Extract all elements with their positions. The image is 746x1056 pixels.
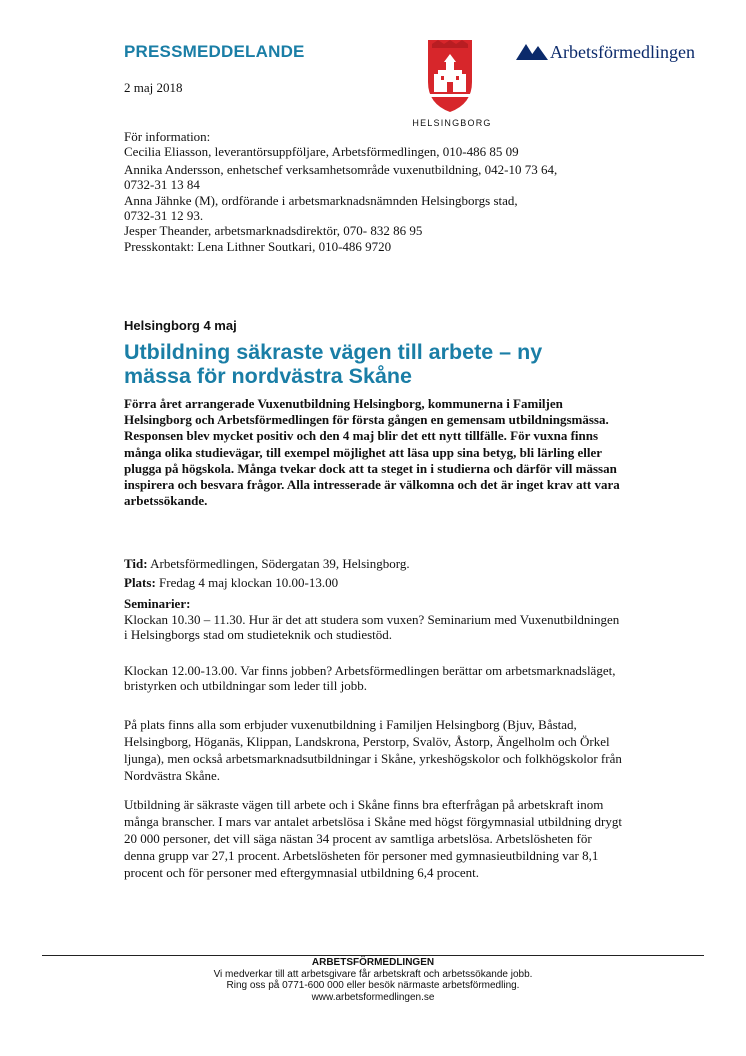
seminars-heading: Seminarier:: [124, 596, 191, 611]
contact-line: Jesper Theander, arbetsmarknadsdirektör, 070- 832 86 95: [124, 223, 423, 239]
footer-line: Vi medverkar till att arbetsgivare får arbetskraft och arbetssökande jobb.: [213, 968, 533, 980]
release-date: 2 maj 2018: [124, 80, 183, 95]
article-headline: [124, 340, 644, 388]
contact-line: Annika Andersson, enhetschef verksamhetsområde vuxenutbildning, 042-10 73 64,: [124, 161, 558, 177]
crest-label: HELSINGBORG: [412, 118, 492, 128]
footer-title: ARBETSFÖRMEDLINGEN: [311, 957, 435, 968]
arbetsformedlingen-logo-text: Arbetsförmedlingen: [550, 42, 695, 62]
event-place: [124, 573, 410, 592]
event-time: [124, 554, 410, 573]
body-paragraph: Utbildning är säkraste vägen till arbete och i Skåne finns bra efterfrågan på arbetskraft inom många branscher. I mars var antalet arbetslösa i Skåne med högst förgymnasial utbildning drygt 20 000 personer, det vill säga nästan 34 procent av samtliga arbetslösa. Arbetslösheten för denna grupp var 27,1 procent. Arbetslösheten för personer med gymnasieutbildning var 8,1 procent och för personer med eftergymnasial utbildning 6,4 procent.: [124, 797, 622, 880]
contact-heading: För information:: [124, 129, 211, 144]
place-value: Fredag 4 maj klockan 10.00-13.00: [155, 575, 339, 590]
helsingborg-crest-logo: [424, 38, 476, 114]
contact-line: 0732-31 13 84: [124, 177, 200, 193]
seminar-item: Klockan 12.00-13.00. Var finns jobben? Arbetsförmedlingen berättar om arbetsmarknadsläget, bristyrken och utbildningar som leder till jobb.: [124, 662, 616, 694]
dateline: Helsingborg 4 maj: [124, 318, 237, 333]
body-paragraph: På plats finns alla som erbjuder vuxenutbildning i Familjen Helsingborg (Bjuv, Båstad, Helsingborg, Höganäs, Klippan, Landskrona, Perstorp, Svalöv, Åstorp, Ängelholm och Örkel ljunga), men också arbetsmarknadsutbildningar i Skåne, yrkeshögskolor och folkhögskolor från Nordvästra Skåne.: [124, 717, 622, 783]
headline-line: Utbildning säkraste vägen till arbete – ny: [124, 340, 543, 364]
time-value: Arbetsförmedlingen, Södergatan 39, Helsingborg.: [147, 556, 410, 571]
footer-website-link[interactable]: www.arbetsformedlingen.se: [311, 991, 435, 1003]
seminars-section: [124, 596, 624, 694]
time-label: Tid:: [124, 556, 148, 571]
event-details: [124, 554, 410, 592]
seminar-item: Klockan 10.30 – 11.30. Hur är det att studera som vuxen? Seminarium med Vuxenutbildningen i Helsingborgs stad om studieteknik och studiestöd.: [124, 611, 620, 643]
footer: [42, 957, 704, 1003]
footer-line: Ring oss på 0771-600 000 eller besök närmaste arbetsförmedling.: [226, 980, 520, 991]
contact-line: 0732-31 12 93.: [124, 208, 204, 224]
footer-divider: [42, 955, 704, 956]
headline-line: mässa för nordvästra Skåne: [124, 364, 412, 388]
contact-line: Anna Jähnke (M), ordförande i arbetsmarknadsnämnden Helsingborgs stad,: [124, 192, 518, 208]
contact-line: Presskontakt: Lena Lithner Soutkari, 010-486 9720: [124, 238, 392, 254]
arbetsformedlingen-logo-icon: [516, 42, 548, 62]
contact-line: Cecilia Eliasson, leverantörsuppföljare, Arbetsförmedlingen, 010-486 85 09: [124, 144, 519, 160]
contact-information: [124, 129, 624, 254]
place-label: Plats:: [124, 575, 156, 590]
press-release-title: PRESSMEDDELANDE: [124, 42, 305, 61]
lead-paragraph: Förra året arrangerade Vuxenutbildning Helsingborg, kommunerna i Familjen Helsingborg och Arbetsförmedlingen för första gången en gemensam utbildningsmässa. Responsen blev mycket positiv och den 4 maj blir det ett nytt tillfälle. För vuxna finns många olika studievägar, till exempel möjlighet att läsa upp sina betyg, bli lärling eller plugga på högskola. Många tvekar dock att ta steget in i studierna och därför vill mässan inspirera och besvara frågor. Alla intresserade är välkomna och det är inget krav att vara arbetssökande.: [124, 396, 620, 509]
